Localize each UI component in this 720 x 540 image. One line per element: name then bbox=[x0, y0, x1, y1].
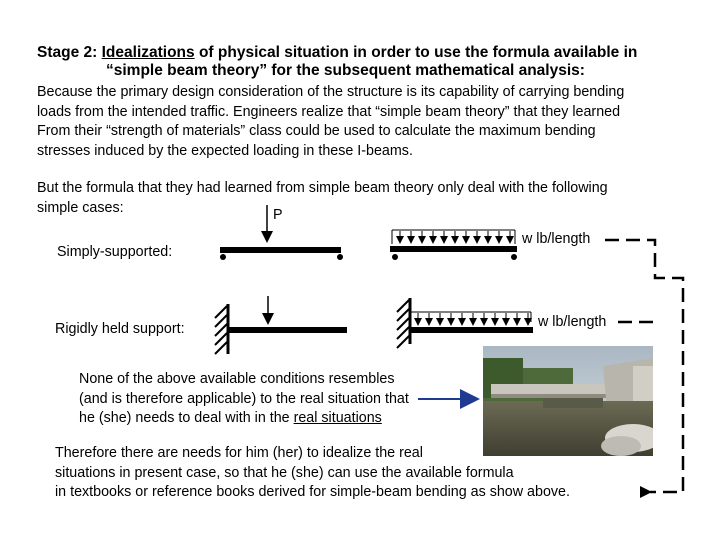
cantilever-point-load bbox=[215, 296, 347, 354]
title-rest: of physical situation in order to use the formula available in bbox=[194, 44, 638, 61]
paragraph-line: stresses induced by the expected loading in these I-beams. bbox=[37, 142, 413, 159]
cantilever-distributed-load bbox=[397, 298, 533, 348]
conclusion-paragraph bbox=[55, 444, 570, 503]
connector-arrowhead bbox=[640, 486, 652, 498]
rigid-support-label: Rigidly held support: bbox=[55, 321, 185, 337]
simply-supported-label: Simply-supported: bbox=[57, 244, 173, 260]
note-line bbox=[79, 409, 409, 429]
note-line: (and is therefore applicable) to the real situation that bbox=[79, 390, 409, 407]
paragraph-line: Therefore there are needs for him (her) to idealize the real bbox=[55, 445, 423, 461]
title-keyword: Idealizations bbox=[101, 44, 195, 61]
simply-supported-distributed-load bbox=[390, 230, 517, 260]
paragraph-line: in textbooks or reference books derived for simple-beam bending as show above. bbox=[55, 484, 570, 501]
note-text bbox=[79, 370, 409, 429]
paragraph-line: Because the primary design consideration of the structure is its capability of carrying bending bbox=[37, 84, 625, 100]
paragraph-line: From their “strength of materials” class could be used to calculate the maximum bending bbox=[37, 123, 596, 140]
point-load-label: P bbox=[273, 207, 283, 223]
real-situations-text: real situations bbox=[293, 410, 382, 427]
paragraph-line: But the formula that they had learned from simple beam theory only deal with the following bbox=[37, 180, 608, 196]
stage-label: Stage 2: bbox=[37, 44, 98, 61]
note-prefix: he (she) needs to deal with in the bbox=[79, 410, 294, 427]
note-line: None of the above available conditions resembles bbox=[79, 371, 395, 387]
paragraph-line: simple cases: bbox=[37, 199, 124, 216]
paragraph-line: loads from the intended traffic. Engineers realize that “simple beam theory” that they learned bbox=[37, 103, 621, 120]
simply-supported-point-load bbox=[220, 205, 343, 260]
paragraph-line: situations in present case, so that he (she) can use the available formula bbox=[55, 464, 514, 481]
distributed-load-label-2: w lb/length bbox=[538, 314, 607, 330]
dashed-connector bbox=[605, 240, 683, 492]
slide-title-line2: “simple beam theory” for the subsequent mathematical analysis: bbox=[106, 62, 585, 79]
distributed-load-label-1: w lb/length bbox=[522, 231, 591, 247]
